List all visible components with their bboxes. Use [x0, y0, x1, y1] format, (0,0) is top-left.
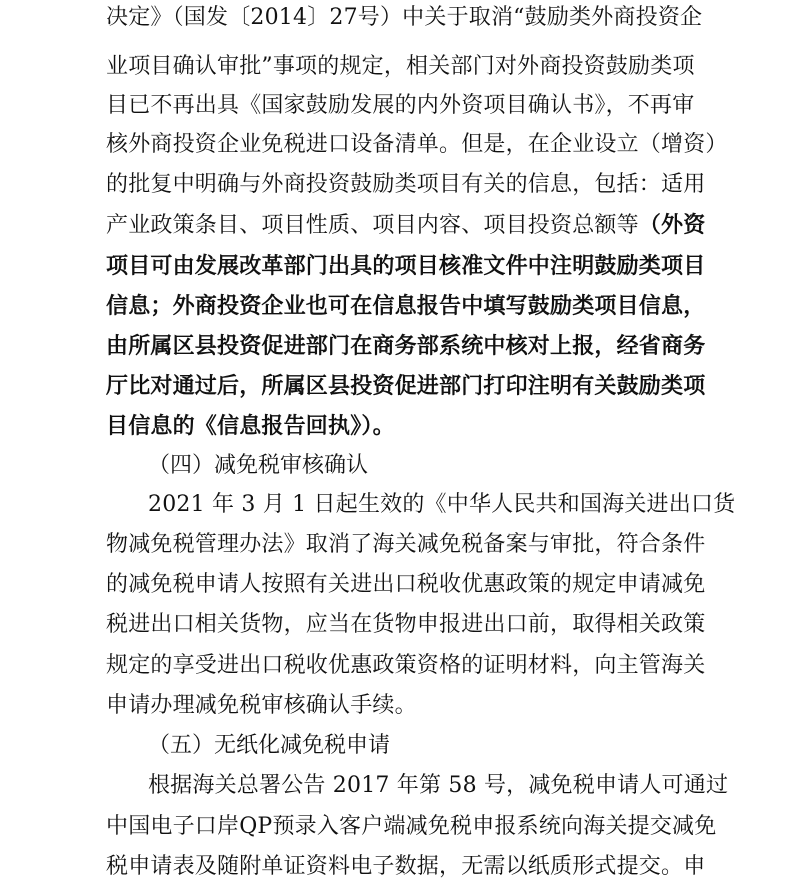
paragraph-1-line-6	[106, 210, 706, 240]
paragraph-1-line-3: 目已不再出具《国家鼓励发展的内外资项目确认书》，不再审	[106, 93, 695, 118]
paragraph-2-line-2: 物减免税管理办法》取消了海关减免税备案与审批，符合条件	[106, 532, 706, 557]
section-heading-4: （四）减免税审核确认	[148, 453, 369, 478]
paragraph-1-line-4: 核外商投资企业免税进口设备清单。但是，在企业设立（增资）	[106, 132, 728, 157]
paragraph-1-line-8: 信息；外商投资企业也可在信息报告中填写鼓励类项目信息，	[106, 293, 706, 319]
paragraph-1-line-7: 项目可由发展改革部门出具的项目核准文件中注明鼓励类项目	[106, 253, 706, 279]
section-heading-5: （五）无纸化减免税申请	[148, 733, 391, 758]
paragraph-2-line-3: 的减免税申请人按照有关进出口税收优惠政策的规定申请减免	[106, 572, 706, 597]
paragraph-1-line-6-normal: 产业政策条目、项目性质、项目内容、项目投资总额等	[106, 213, 639, 238]
paragraph-3-line-2: 中国电子口岸QP预录入客户端减免税申报系统向海关提交减免	[106, 814, 717, 839]
paragraph-2-line-4: 税进出口相关货物，应当在货物申报进出口前，取得相关政策	[106, 612, 706, 637]
paragraph-2-line-6: 申请办理减免税审核确认手续。	[106, 693, 417, 718]
paragraph-1-line-2: 业项目确认审批”事项的规定，相关部门对外商投资鼓励类项	[106, 54, 695, 79]
paragraph-2-line-5: 规定的享受进出口税收优惠政策资格的证明材料，向主管海关	[106, 653, 706, 678]
paragraph-1-line-11: 目信息的《信息报告回执》）。	[106, 413, 395, 439]
paragraph-1-line-5: 的批复中明确与外商投资鼓励类项目有关的信息，包括：适用	[106, 172, 706, 197]
paragraph-1-line-1: 决定》（国发〔2014〕27号）中关于取消“鼓励类外商投资企	[106, 5, 703, 30]
paragraph-2-line-1: 2021 年 3 月 1 日起生效的《中华人民共和国海关进出口货	[148, 492, 736, 517]
paragraph-3-line-3: 税申请表及随附单证资料电子数据，无需以纸质形式提交。申	[106, 854, 706, 879]
paragraph-1-line-6-bold: （外资	[638, 212, 706, 238]
paragraph-1-line-10: 厅比对通过后，所属区县投资促进部门打印注明有关鼓励类项	[106, 373, 706, 399]
paragraph-1-line-9: 由所属区县投资促进部门在商务部系统中核对上报，经省商务	[106, 333, 706, 359]
paragraph-3-line-1: 根据海关总署公告 2017 年第 58 号，减免税申请人可通过	[148, 773, 729, 798]
